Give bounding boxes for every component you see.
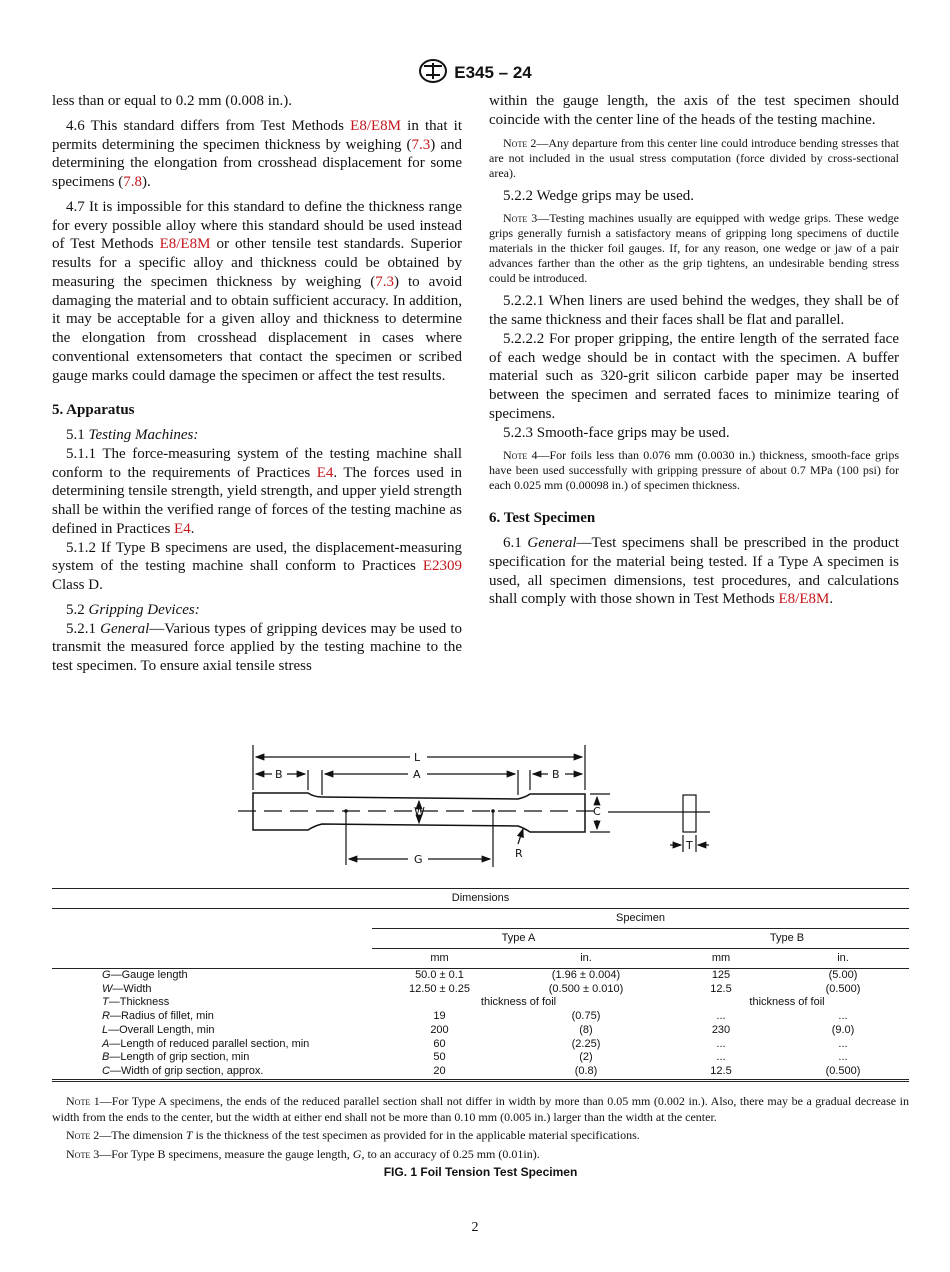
text-run: 2—Any departure from this center line could introduce bending stresses that are not included in the usual stress computation (force divided by cross-sectional area). <box>489 135 899 180</box>
paragraph <box>489 92 899 130</box>
right-column <box>489 92 899 609</box>
note-label: Note <box>66 1146 91 1161</box>
text-run: 5.1.1 The force-measuring system of the testing machine shall conform to the requirements of Practices <box>52 445 462 481</box>
note-label: Note <box>503 448 528 463</box>
table-cell: 50.0 ± 0.1 <box>415 969 464 981</box>
paragraph <box>52 539 462 595</box>
reference-link[interactable]: E4 <box>316 464 334 481</box>
italic-text: T <box>185 1128 193 1142</box>
table-cell: (1.96 ± 0.004) <box>551 969 621 981</box>
table-cell: (0.75) <box>571 1010 601 1023</box>
page-header <box>0 58 950 84</box>
note-label: Note <box>66 1094 91 1108</box>
paragraph <box>489 534 899 609</box>
table-cell: ... <box>838 1051 848 1064</box>
table-row <box>52 969 909 983</box>
text-run: 5.2.2 Wedge grips may be used. <box>503 187 694 204</box>
unit-header: mm <box>372 949 507 969</box>
table-cell: (0.500) <box>777 1065 909 1080</box>
astm-logo-icon <box>418 58 448 84</box>
table-cell: 50 <box>433 1051 446 1064</box>
label-W: W <box>414 805 425 818</box>
text-run: is the thickness of the test specimen as provided for in the applicable material specifications. <box>192 1128 640 1142</box>
note-label: Note <box>503 211 528 226</box>
table-cell: 12.5 <box>710 982 732 995</box>
table-cell: (0.500) <box>825 982 861 995</box>
dimension-symbol: R <box>102 1010 110 1023</box>
note-label: Note <box>503 135 528 150</box>
table-cell: thickness of foil <box>480 996 557 1009</box>
table-cell: 200 <box>430 1023 449 1036</box>
paragraph <box>489 330 899 424</box>
dimension-name: —Overall Length, min <box>108 1023 215 1036</box>
label-R: R <box>515 847 523 860</box>
text-run: . <box>190 520 195 537</box>
dimension-label <box>52 1051 372 1065</box>
text-run: 5.1 <box>66 427 89 443</box>
paragraph <box>52 426 462 445</box>
table-row <box>52 1024 909 1038</box>
dimension-symbol: W <box>102 982 113 995</box>
table-cell: ... <box>716 1010 726 1023</box>
text-run: , to an accuracy of 0.25 mm (0.01in). <box>361 1146 540 1161</box>
label-A: A <box>413 768 421 781</box>
text-run: . The forces used in determining tensile strength, yield strength, and upper yield strength shall be within the verified range of forces of the testing machine as defined in Practices <box>52 464 462 537</box>
figure-note <box>52 1094 909 1125</box>
table-row <box>52 983 909 997</box>
table-cell: 19 <box>433 1010 446 1023</box>
note <box>489 136 899 181</box>
text-run: 2—The dimension <box>90 1128 186 1142</box>
text-run: 1—For Type A specimens, the ends of the reduced parallel section shall not differ in width by more than 0.05 mm (0.002 in.). Also, there may be a gradual decrease in width from the ends to the center, but the width at either end shall not be more than 0.10 mm (0.005 in.) larger than the width at the center. <box>52 1094 909 1124</box>
text-run: —Various types of gripping devices may be used to transmit the measured force applied by the testing machine to the test specimen. To ensure axial tensile stress <box>52 620 462 674</box>
note <box>489 448 899 493</box>
dimension-name: —Gauge length <box>110 969 188 981</box>
dimension-symbol: A <box>102 1037 110 1050</box>
table-title: Dimensions <box>52 889 909 909</box>
text-run: Class D. <box>52 577 103 593</box>
table-cell: (9.0) <box>831 1023 855 1036</box>
table-row <box>52 996 909 1010</box>
italic-text: Testing Machines: <box>88 427 199 443</box>
italic-text: Gripping Devices: <box>88 601 200 618</box>
dimension-label <box>52 1065 372 1080</box>
reference-link[interactable]: E4 <box>174 520 191 537</box>
table-cell: 12.5 <box>665 1065 777 1080</box>
paragraph <box>489 424 899 443</box>
standard-designation: E345 – 24 <box>454 63 532 82</box>
dimensions-table <box>52 888 909 1082</box>
note-label: Note <box>66 1128 91 1142</box>
text-run: 5.2.2.1 When liners are used behind the wedges, they shall be of the same thickness and their faces shall be flat and parallel. <box>489 293 899 328</box>
paragraph <box>489 292 899 330</box>
text-run: in that it permits determining the specimen thickness by weighing ( <box>52 117 462 153</box>
table-cell: ... <box>838 1037 848 1050</box>
reference-link[interactable]: E8/E8M <box>778 591 830 608</box>
text-run: . <box>829 591 834 608</box>
table-row <box>52 1051 909 1065</box>
unit-header: in. <box>777 949 909 969</box>
table-cell: (8) <box>579 1023 593 1036</box>
dimension-name: —Length of grip section, min <box>109 1051 250 1064</box>
dimension-label <box>52 996 372 1010</box>
note <box>489 211 899 286</box>
unit-header: mm <box>665 949 777 969</box>
dimension-symbol: C <box>102 1064 110 1077</box>
paragraph <box>52 601 462 620</box>
dimension-label <box>52 983 372 997</box>
section-heading <box>52 401 462 420</box>
text-run: ) to avoid damaging the material and to obtain sufficient accuracy. In addition, it may be acceptable for a given alloy and thickness to determine the elongation from crosshead displacement in cases where conventional extensometers that contact the specimen or scribed gauge marks could damage the specimen or affect the test results. <box>52 273 462 384</box>
italic-text: G <box>352 1146 362 1161</box>
dimension-name: —Length of reduced parallel section, min <box>109 1037 310 1050</box>
table-cell: (0.500 ± 0.010) <box>548 982 624 995</box>
section-heading <box>489 509 899 528</box>
table-cell: 125 <box>711 969 731 981</box>
paragraph <box>489 187 899 206</box>
dimension-name: —Thickness <box>108 996 170 1009</box>
label-B-left: B <box>275 768 283 781</box>
page-number: 2 <box>471 1220 479 1235</box>
label-B-right: B <box>552 768 560 781</box>
foil-tension-specimen-figure <box>230 740 720 885</box>
table-cell: 20 <box>372 1065 507 1080</box>
text-run: 5. Apparatus <box>52 402 135 419</box>
paragraph <box>52 92 462 111</box>
italic-text: General <box>527 535 577 551</box>
figure-notes <box>52 1094 909 1181</box>
figure-note <box>52 1147 909 1163</box>
paragraph <box>52 198 462 386</box>
text-run: within the gauge length, the axis of the test specimen should coincide with the center line of the heads of the testing machine. <box>489 93 899 128</box>
dimension-label <box>52 1038 372 1052</box>
reference-link[interactable]: E8/E8M <box>350 117 401 134</box>
paragraph <box>52 445 462 539</box>
table-cell: (2.25) <box>571 1037 601 1050</box>
reference-link[interactable]: 7.3 <box>411 136 431 153</box>
reference-link[interactable]: 7.8 <box>123 174 142 190</box>
table-cell: 60 <box>433 1037 446 1050</box>
table-cell: (5.00) <box>828 969 858 981</box>
text-run: 6. Test Specimen <box>489 510 596 527</box>
text-run: 5.2 <box>66 601 89 618</box>
dimension-symbol: T <box>102 996 109 1009</box>
dimension-name: —Width of grip section, approx. <box>109 1064 264 1077</box>
text-run: 5.2.1 <box>66 620 101 637</box>
dimension-symbol: G <box>102 969 111 981</box>
table-cell: ... <box>838 1010 848 1023</box>
dimension-symbol: L <box>102 1023 109 1036</box>
text-run: 5.2.2.2 For proper gripping, the entire length of the serrated face of each wedge should be in contact with the specimen. A buffer material such as 320-grit silicon carbide paper may be inserted between the specimen and serrated faces to minimize tearing of specimens. <box>489 330 899 422</box>
dimension-label <box>52 1024 372 1038</box>
paragraph <box>52 117 462 192</box>
dimension-symbol: B <box>102 1051 110 1064</box>
table-row <box>52 1065 909 1080</box>
table-row <box>52 1010 909 1024</box>
label-C: C <box>593 805 601 818</box>
paragraph <box>52 620 462 676</box>
table-cell: ... <box>716 1037 726 1050</box>
figure-caption: FIG. 1 Foil Tension Test Specimen <box>383 1165 578 1179</box>
label-L: L <box>414 751 421 764</box>
table-cell: (0.8) <box>507 1065 665 1080</box>
specimen-header: Specimen <box>372 909 909 929</box>
table-cell: ... <box>716 1051 726 1064</box>
type-a-header: Type A <box>372 929 665 949</box>
table-cell: thickness of foil <box>749 996 825 1009</box>
left-column <box>52 92 462 676</box>
dimension-name: —Radius of fillet, min <box>109 1010 214 1023</box>
table-cell: 12.50 ± 0.25 <box>408 982 471 995</box>
type-b-header: Type B <box>665 929 909 949</box>
text-run: —Test specimens shall be prescribed in the product specification for the material being tested. If a Type A specimen is used, all specimen dimensions, test procedures, and calculations shall comply with those shown in Test Methods <box>489 535 900 608</box>
label-G: G <box>414 853 423 866</box>
text-run: 3—Testing machines usually are equipped with wedge grips. These wedge grips generally furnish a satisfactory means of gripping long specimens of ductile materials in the thicker foil gauges. If, for any reason, one wedge or jaw of a pair advances farther than the other as the grip tightens, an undesirable bending stress could be introduced. <box>489 211 899 286</box>
reference-link[interactable]: E2309 <box>422 558 462 575</box>
text-run: less than or equal to 0.2 mm (0.008 in.). <box>52 93 292 109</box>
table-cell: (2) <box>579 1051 593 1064</box>
text-run: 5.1.2 If Type B specimens are used, the displacement-measuring system of the testing machine shall conform to Practices <box>52 539 462 575</box>
dimension-name: —Width <box>112 982 152 995</box>
text-run: ). <box>141 174 151 190</box>
dimension-label <box>52 1010 372 1024</box>
figure-note <box>52 1128 909 1144</box>
text-run: or other tensile test standards. Superior results for a specific alloy and thickness could be obtained by measuring the specimen thickness by weighing ( <box>52 236 462 290</box>
unit-header: in. <box>507 949 665 969</box>
text-run: 5.2.3 Smooth-face grips may be used. <box>503 424 730 441</box>
label-T: T <box>686 839 693 852</box>
table-row <box>52 1038 909 1052</box>
dimension-label <box>52 969 372 983</box>
italic-text: General <box>100 620 150 637</box>
text-run: 3—For Type B specimens, measure the gauge length, <box>90 1146 353 1161</box>
reference-link[interactable]: E8/E8M <box>159 236 211 253</box>
text-run: ) and determining the elongation from crosshead displacement for some specimens ( <box>52 136 462 190</box>
text-run: 4.7 It is impossible for this standard to define the thickness range for every possible alloy where this standard should be used instead of Test Methods <box>52 198 462 253</box>
reference-link[interactable]: 7.3 <box>375 273 394 290</box>
text-run: 4.6 This standard differs from Test Methods <box>66 117 351 134</box>
text-run: 4—For foils less than 0.076 mm (0.0030 in.) thickness, smooth-face grips have been used successfully with gripping pressure of about 0.7 MPa (100 psi) for each 0.025 mm (0.00098 in.) of specimen thickness. <box>489 448 899 493</box>
text-run: 6.1 <box>503 535 528 551</box>
table-cell: 230 <box>711 1023 731 1036</box>
